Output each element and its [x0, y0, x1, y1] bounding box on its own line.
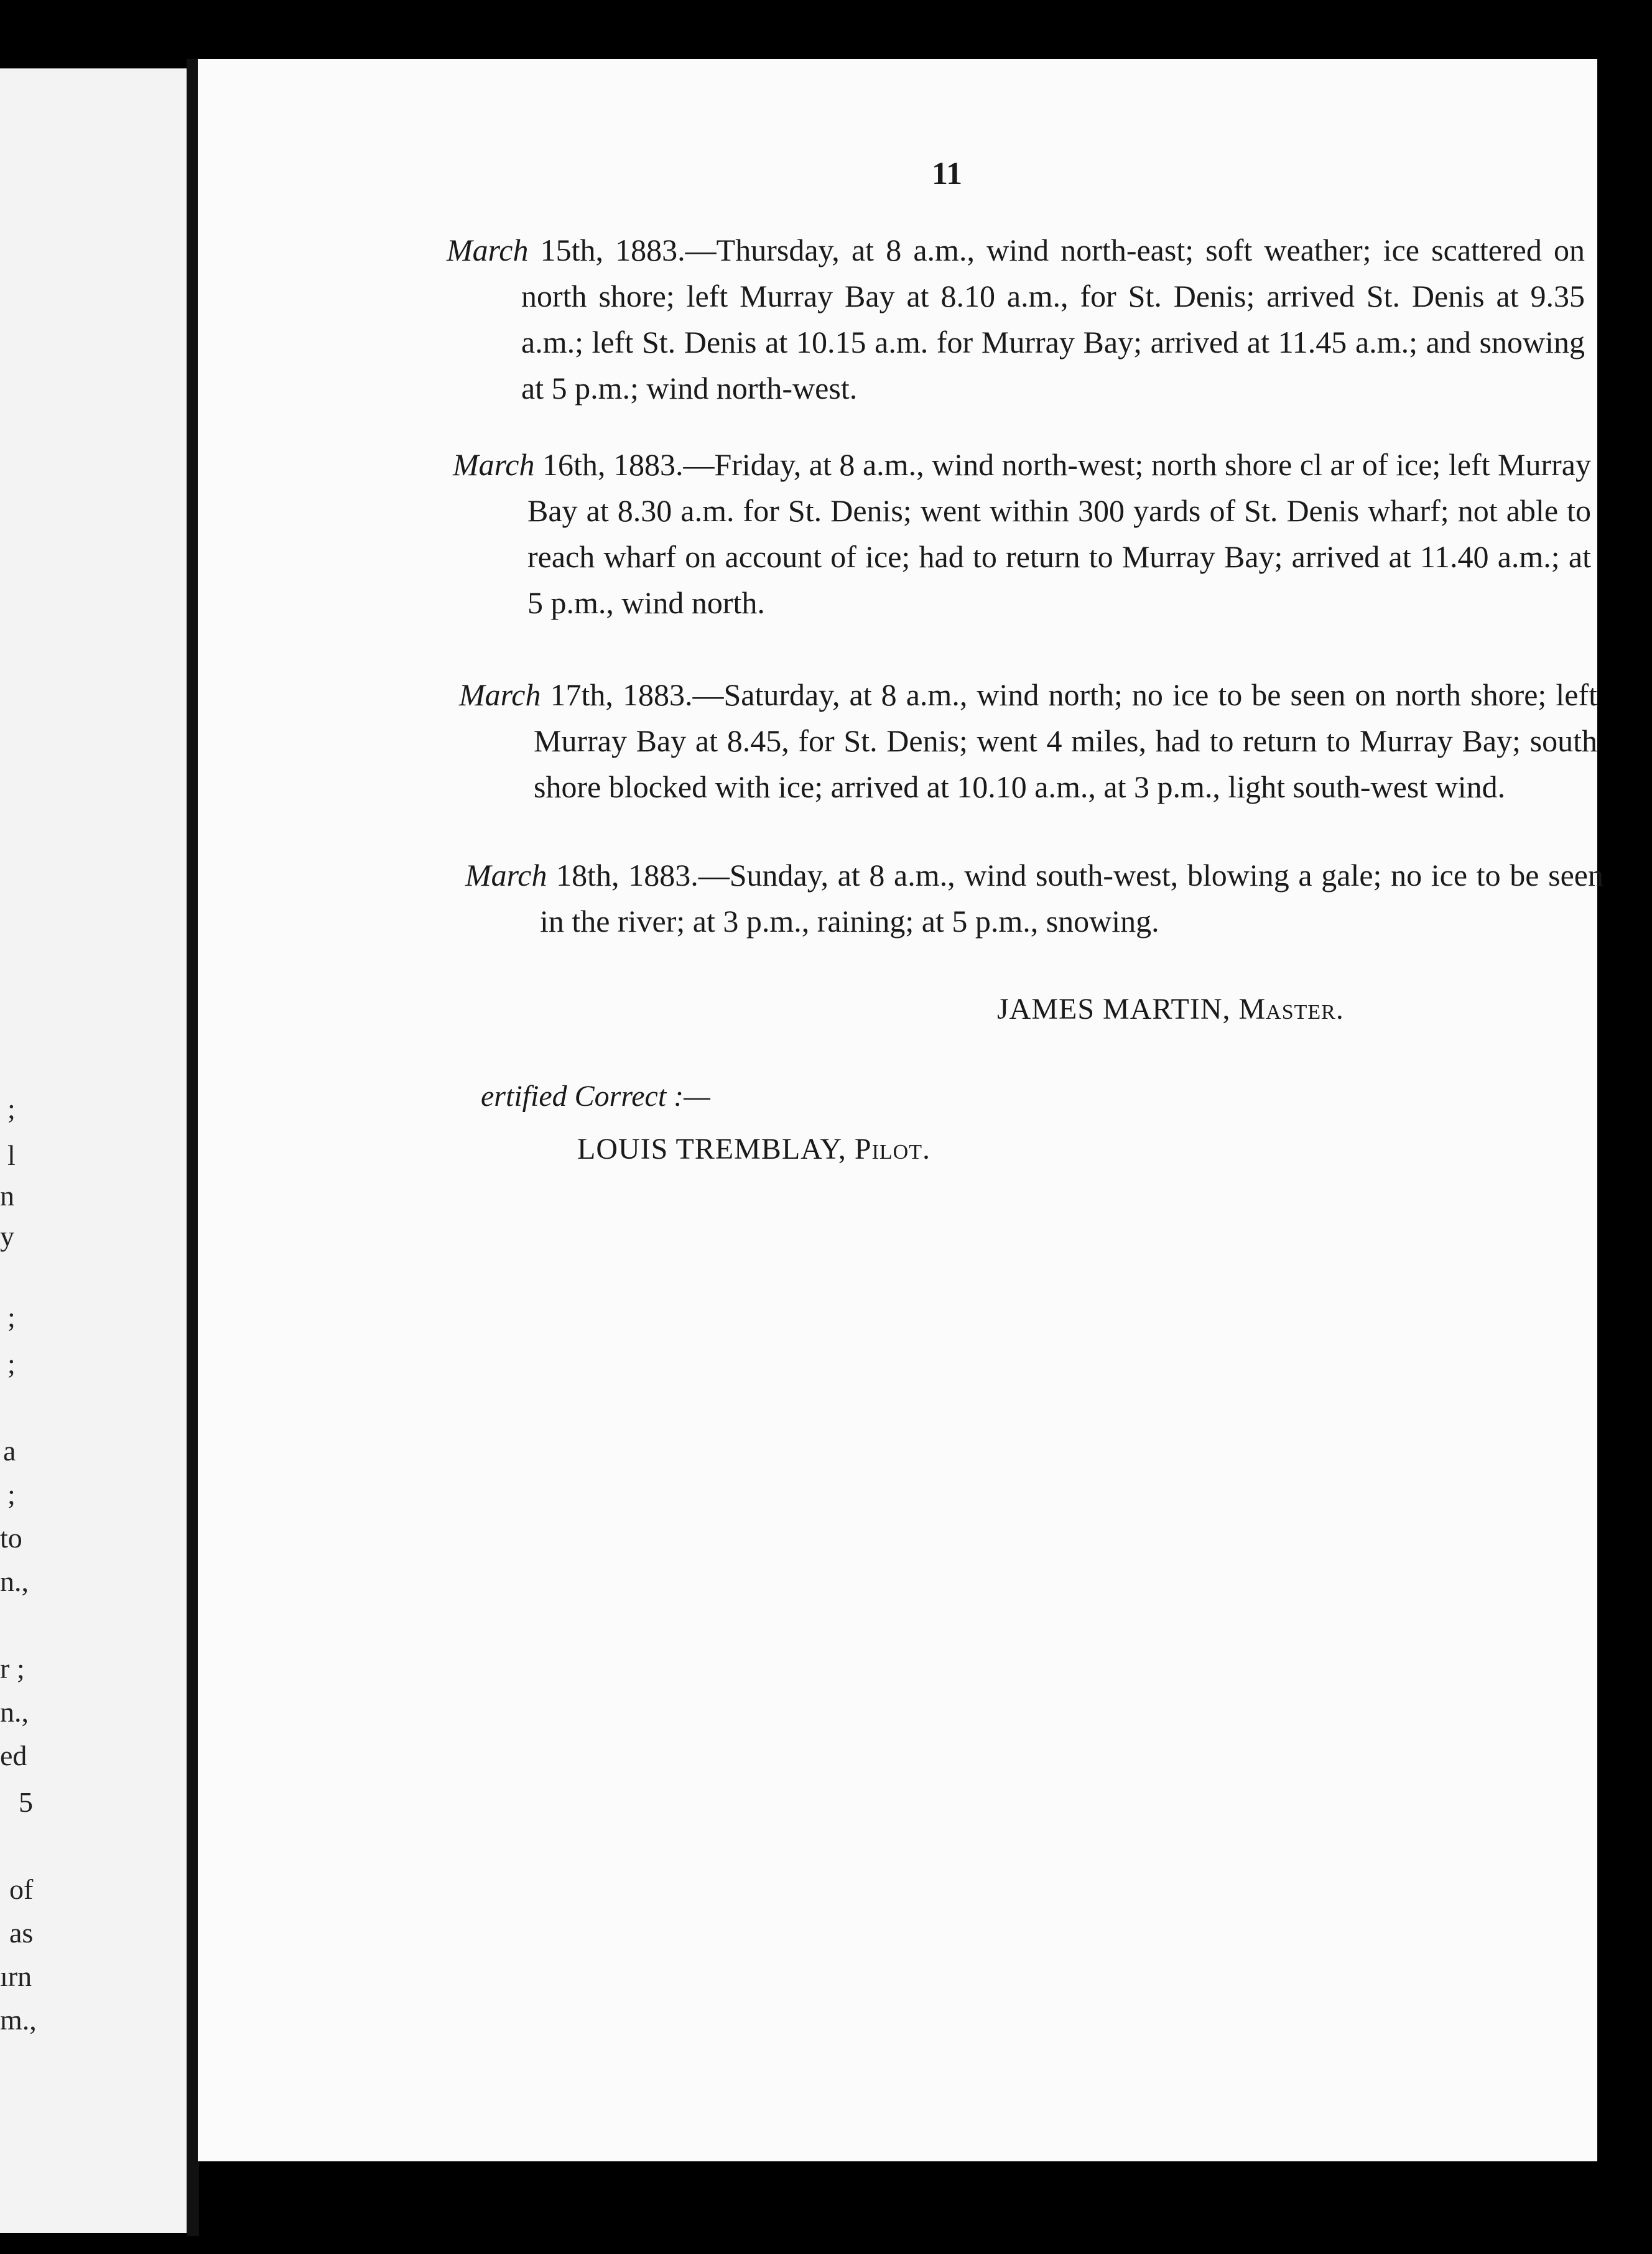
log-entry-march-17 — [459, 672, 1597, 810]
master-title: Master. — [1238, 993, 1344, 1026]
entry-text: 15th, 1883.—Thursday, at 8 a.m., wind north-east; soft weather; ice scattered on north shore; left Murray Bay at 8.10 a.m., for St. Denis; arrived St. Denis at 9.35 a.m.; left St. Denis at 10.15 a.m. for Murray Bay; arrived at 11.45 a.m.; and snowing at 5 p.m.; wind north-west. — [521, 233, 1585, 406]
facing-page-fragment: y — [0, 1220, 14, 1252]
page-number: 11 — [932, 156, 963, 192]
document-page — [198, 59, 1603, 2161]
facing-page-fragment: ; — [7, 1093, 16, 1125]
entry-text: 17th, 1883.—Saturday, at 8 a.m., wind north; no ice to be seen on north shore; left Murray Bay at 8.45, for St. Denis; went 4 miles, had to return to Murray Bay; south shore blocked with ice; arrived at 10.10 a.m., at 3 p.m., light south-west wind. — [534, 677, 1597, 804]
facing-page-fragment: n., — [0, 1565, 29, 1597]
facing-page-fragment: 5 — [19, 1786, 33, 1818]
entry-date-word: March — [453, 447, 535, 482]
facing-page-fragment: n., — [0, 1696, 29, 1728]
entry-text: 18th, 1883.—Sunday, at 8 a.m., wind south-west, blowing a gale; no ice to be seen in the river; at 3 p.m., raining; at 5 p.m., snowing. — [540, 858, 1603, 939]
log-entry-march-18 — [465, 852, 1603, 944]
facing-page-fragment: m., — [0, 2004, 37, 2036]
entry-date-word: March — [465, 858, 547, 893]
facing-page-fragment: to — [0, 1522, 22, 1554]
facing-page-fragment: ; — [7, 1478, 16, 1510]
facing-page-fragment: ırn — [0, 1960, 32, 1992]
facing-page-strip — [0, 68, 187, 2233]
facing-page-fragment: ; — [7, 1301, 16, 1333]
entry-text: 16th, 1883.—Friday, at 8 a.m., wind north-west; north shore cl ar of ice; left Murray Bay at 8.30 a.m. for St. Denis; went within 300 yards of St. Denis wharf; not able to reach wharf on account of ice; had to return to Murray Bay; arrived at 11.40 a.m.; at 5 p.m., wind north. — [527, 447, 1591, 620]
entry-date-word: March — [447, 233, 529, 267]
facing-page-fragment: l — [7, 1139, 16, 1171]
pilot-name: LOUIS TREMBLAY, — [577, 1133, 847, 1166]
log-entry-march-16 — [453, 442, 1591, 626]
facing-page-fragment: a — [3, 1435, 16, 1467]
master-signature — [997, 992, 1344, 1026]
master-name: JAMES MARTIN, — [997, 993, 1231, 1026]
book-gutter — [187, 59, 199, 2236]
log-entry-march-15 — [447, 227, 1585, 411]
facing-page-fragment: as — [9, 1917, 34, 1949]
facing-page-fragment: ; — [7, 1348, 16, 1380]
entry-date-word: March — [459, 677, 541, 712]
certified-correct-label: ertified Correct :— — [481, 1080, 710, 1113]
facing-page-fragment: r ; — [0, 1653, 25, 1684]
pilot-signature — [577, 1132, 930, 1166]
facing-page-fragment: of — [9, 1873, 34, 1905]
facing-page-fragment: n — [0, 1180, 14, 1212]
facing-page-fragment: ed — [0, 1740, 27, 1771]
pilot-title: Pilot. — [854, 1133, 930, 1166]
